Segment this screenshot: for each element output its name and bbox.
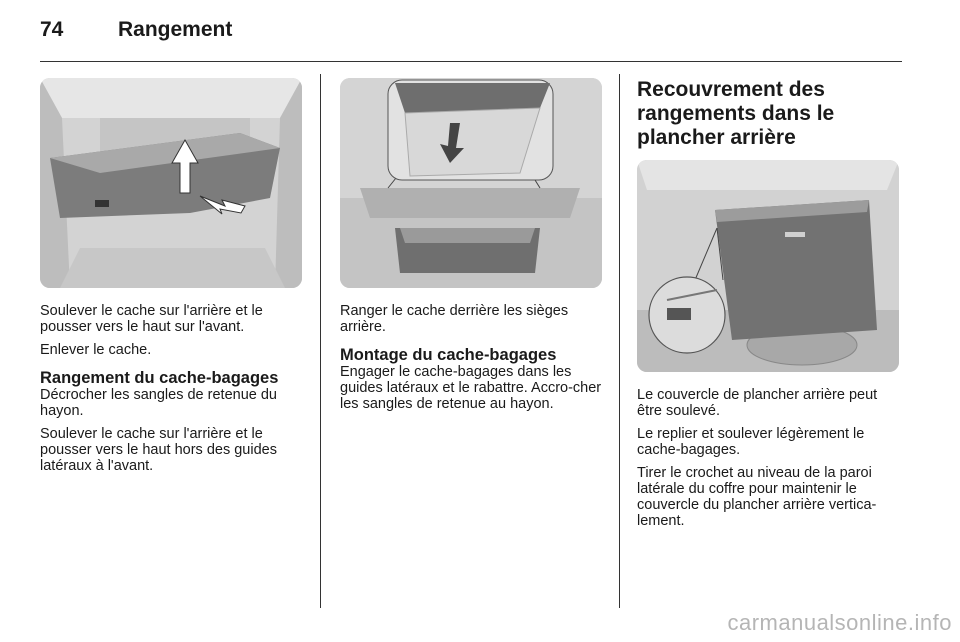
watermark: carmanualsonline.info [727,610,952,635]
paragraph: Soulever le cache sur l'arrière et le pousser vers le haut sur l'avant. [40,303,263,335]
paragraph: Soulever le cache sur l'arrière et le pousser vers le haut hors des guides latéraux à l'avant. [40,426,277,474]
column-1-text [40,303,302,481]
paragraph: Ranger le cache derrière les sièges arrière. [340,303,569,335]
section-heading: Recouvrement des rangements dans le plancher arrière [637,78,835,149]
paragraph: Le replier et soulever légèrement le cache-bagages. [637,426,865,458]
column-3-text [637,387,902,536]
paragraph: Engager le cache-bagages dans les guides latéraux et le rabattre. Accro-cher les sangles de retenue au hayon. [340,364,602,412]
paragraph: Le couvercle de plancher arrière peut être soulevé. [637,387,878,419]
page-number: 74 [40,18,64,41]
column-3-heading-block [637,78,902,150]
floor-cover-lifted-illustration [637,160,899,372]
trunk-cover-storage-illustration [340,78,602,288]
page-header [40,18,902,60]
paragraph: Décrocher les sangles de retenue du hayon. [40,387,277,419]
paragraph: Enlever le cache. [40,342,152,358]
trunk-cover-remove-illustration [40,78,302,288]
subheading: Rangement du cache-bagages [40,369,279,387]
column-divider [320,74,321,608]
header-divider [40,61,902,62]
column-divider [619,74,620,608]
subheading: Montage du cache-bagages [340,346,557,364]
column-2-text [340,303,602,419]
paragraph: Tirer le crochet au niveau de la paroi latérale du coffre pour maintenir le couvercle du plancher arrière vertica-lement. [637,465,877,529]
section-title: Rangement [118,18,233,41]
